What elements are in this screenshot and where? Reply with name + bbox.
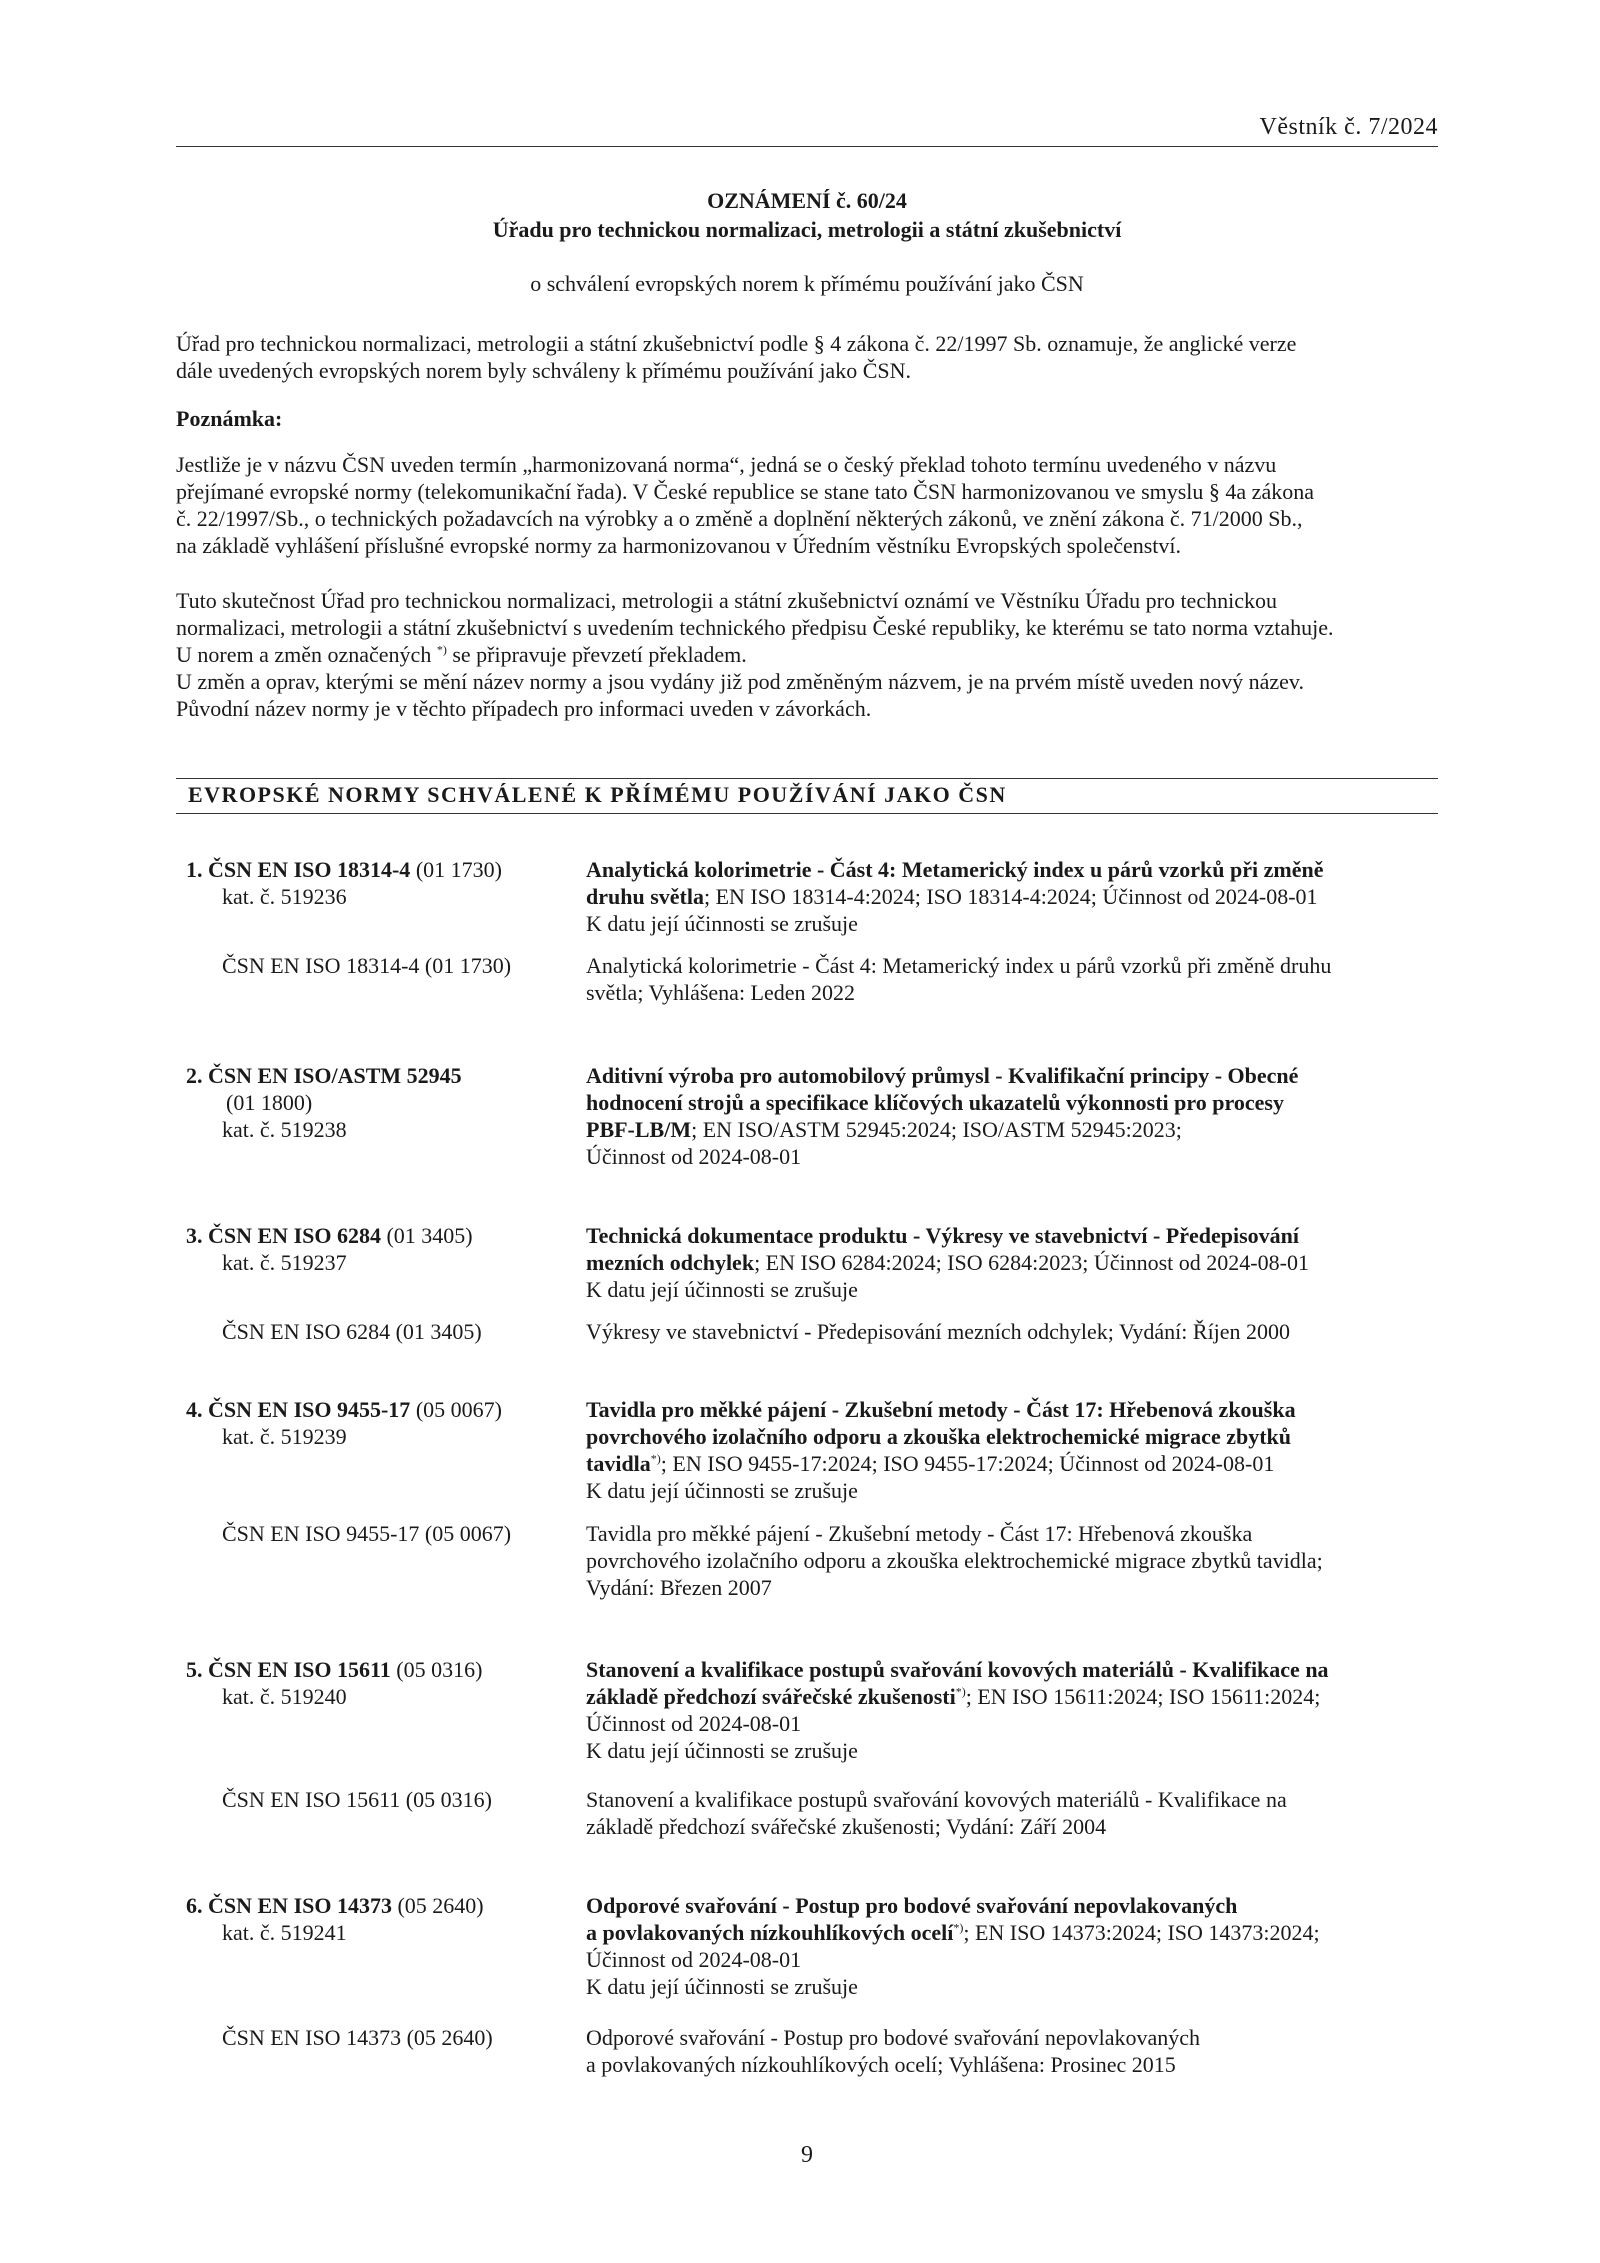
intro-paragraph	[176, 330, 1438, 384]
title-line: Účinnost od 2024-08-01	[586, 1144, 802, 1169]
title-line	[586, 1249, 1438, 1276]
norm-code: 1. ČSN EN ISO 18314-4	[186, 857, 411, 882]
notice-title-block	[176, 186, 1438, 244]
note-label: Poznámka:	[176, 406, 283, 431]
asterisk-marker: *)	[650, 1451, 661, 1466]
notice-office: Úřadu pro technickou normalizaci, metrologii a státní zkušebnictví	[492, 217, 1122, 242]
catalog-number: kat. č. 519239	[222, 1424, 347, 1449]
title-line: povrchového izolačního odporu a zkouška elektrochemické migrace zbytků	[586, 1424, 1292, 1449]
note-line	[176, 641, 1438, 668]
replaced-line: Tavidla pro měkké pájení - Zkušební metody - Část 17: Hřebenová zkouška	[586, 1521, 1253, 1546]
replaced-title	[586, 952, 1438, 1006]
catalog-number: kat. č. 519236	[222, 884, 347, 909]
norm-class: (05 2640)	[391, 1893, 484, 1918]
note-paragraph-2	[176, 587, 1438, 722]
title-line: hodnocení strojů a specifikace klíčových ukazatelů výkonnosti pro procesy	[586, 1090, 1284, 1115]
replaced-code: ČSN EN ISO 6284 (01 3405)	[222, 1319, 482, 1344]
section-rule-bottom	[176, 813, 1438, 814]
title-bold: druhu světla	[586, 884, 704, 909]
replaced-title	[586, 1520, 1438, 1601]
title-rest: ; EN ISO 15611:2024; ISO 15611:2024;	[965, 1684, 1321, 1709]
notice-number: OZNÁMENÍ č. 60/24	[707, 188, 907, 213]
replaced-line: světla; Vyhlášena: Leden 2022	[586, 980, 856, 1005]
title-line: Účinnost od 2024-08-01	[586, 1947, 802, 1972]
replaced-line: Stanovení a kvalifikace postupů svařování kovových materiálů - Kvalifikace na	[586, 1787, 1287, 1812]
norm-class: (01 3405)	[380, 1223, 473, 1248]
title-bold: tavidla	[586, 1451, 651, 1476]
replaced-code: ČSN EN ISO 9455-17 (05 0067)	[222, 1521, 512, 1546]
asterisk-marker: *)	[436, 642, 447, 657]
note-line: Jestliže je v názvu ČSN uveden termín „harmonizovaná norma“, jedná se o český překlad tohoto termínu uvedeného v názvu	[176, 452, 1277, 477]
title-line: K datu její účinnosti se zrušuje	[586, 1974, 858, 1999]
replaced-line: Odporové svařování - Postup pro bodové svařování nepovlakovaných	[586, 2025, 1201, 2050]
norm-code: 4. ČSN EN ISO 9455-17	[186, 1397, 411, 1422]
catalog-number: kat. č. 519238	[222, 1117, 347, 1142]
norm-title	[586, 1396, 1438, 1504]
note-line: Tuto skutečnost Úřad pro technickou normalizaci, metrologii a státní zkušebnictví oznámí ve Věstníku Úřadu pro technickou	[176, 588, 1277, 613]
title-line: Stanovení a kvalifikace postupů svařování kovových materiálů - Kvalifikace na	[586, 1657, 1329, 1682]
replaced-title	[586, 1786, 1438, 1840]
title-line	[586, 1919, 1438, 1946]
replaced-line: Analytická kolorimetrie - Část 4: Metamerický index u párů vzorků při změně druhu	[586, 953, 1332, 978]
title-line: Analytická kolorimetrie - Část 4: Metamerický index u párů vzorků při změně	[586, 857, 1324, 882]
note-line: U změn a oprav, kterými se mění název normy a jsou vydány již pod změněným názvem, je na prvém místě uveden nový název.	[176, 669, 1304, 694]
replaced-line: a povlakovaných nízkouhlíkových ocelí; Vyhlášena: Prosinec 2015	[586, 2052, 1176, 2077]
norm-code: 3. ČSN EN ISO 6284	[186, 1223, 381, 1248]
title-line: K datu její účinnosti se zrušuje	[586, 1478, 858, 1503]
norm-title	[586, 856, 1438, 937]
asterisk-marker: *)	[955, 1684, 966, 1699]
title-rest: ; EN ISO 14373:2024; ISO 14373:2024;	[963, 1920, 1320, 1945]
section-title: EVROPSKÉ NORMY SCHVÁLENÉ K PŘÍMÉMU POUŽÍVÁNÍ JAKO ČSN	[188, 782, 1007, 807]
page-number: 9	[801, 2142, 813, 2168]
norm-id	[186, 1062, 566, 1143]
replaced-line: Výkresy ve stavebnictví - Předepisování mezních odchylek; Vydání: Říjen 2000	[586, 1319, 1291, 1344]
header-divider	[176, 146, 1438, 147]
title-bold: mezních odchylek	[586, 1250, 755, 1275]
title-bold: a povlakovaných nízkouhlíkových ocelí	[586, 1920, 954, 1945]
replaced-line: základě předchozí svářečské zkušenosti; Vydání: Září 2004	[586, 1814, 1107, 1839]
catalog-number: kat. č. 519240	[222, 1684, 347, 1709]
title-rest: ; EN ISO 6284:2024; ISO 6284:2023; Účinnost od 2024-08-01	[754, 1250, 1309, 1275]
norm-class: (01 1800)	[226, 1090, 313, 1115]
norm-id	[186, 1656, 566, 1710]
norm-code: 5. ČSN EN ISO 15611	[186, 1657, 391, 1682]
catalog-number: kat. č. 519241	[222, 1920, 347, 1945]
notice-subject: o schválení evropských norem k přímému používání jako ČSN	[530, 271, 1084, 296]
replaced-title	[586, 2024, 1438, 2078]
title-rest: ; EN ISO 18314-4:2024; ISO 18314-4:2024; Účinnost od 2024-08-01	[703, 884, 1318, 909]
replaced-code: ČSN EN ISO 18314-4 (01 1730)	[222, 953, 512, 978]
title-line	[586, 1683, 1438, 1710]
title-line: Účinnost od 2024-08-01	[586, 1711, 802, 1736]
norm-id	[186, 1396, 566, 1450]
note-line: č. 22/1997/Sb., o technických požadavcích na výrobky a o změně a doplnění některých zákonů, ve znění zákona č. 71/2000 Sb.,	[176, 506, 1303, 531]
note-paragraph-1	[176, 451, 1438, 559]
norm-title	[586, 1892, 1438, 2000]
intro-line: Úřad pro technickou normalizaci, metrologii a státní zkušebnictví podle § 4 zákona č. 22/1997 Sb. oznamuje, že anglické verze	[176, 331, 1297, 356]
replaced-line: povrchového izolačního odporu a zkouška elektrochemické migrace zbytků tavidla;	[586, 1548, 1323, 1573]
norm-class: (05 0316)	[390, 1657, 483, 1682]
norm-class: (01 1730)	[410, 857, 502, 882]
journal-header: Věstník č. 7/2024	[1259, 114, 1438, 140]
title-line: Tavidla pro měkké pájení - Zkušební metody - Část 17: Hřebenová zkouška	[586, 1397, 1296, 1422]
title-line: K datu její účinnosti se zrušuje	[586, 1277, 858, 1302]
title-rest: ; EN ISO/ASTM 52945:2024; ISO/ASTM 52945:2023;	[691, 1117, 1182, 1142]
catalog-number: kat. č. 519237	[222, 1250, 347, 1275]
note-text: U norem a změn označených	[176, 642, 432, 667]
title-line: Odporové svařování - Postup pro bodové svařování nepovlakovaných	[586, 1893, 1238, 1918]
title-line	[586, 883, 1438, 910]
asterisk-marker: *)	[953, 1920, 964, 1935]
replaced-code: ČSN EN ISO 14373 (05 2640)	[222, 2025, 493, 2050]
norm-id	[186, 856, 566, 910]
replaced-title	[586, 1318, 1438, 1345]
note-line: přejímané evropské normy (telekomunikační řada). V České republice se stane tato ČSN harmonizovanou ve smyslu § 4a zákona	[176, 479, 1314, 504]
norm-code: 6. ČSN EN ISO 14373	[186, 1893, 392, 1918]
title-line: K datu její účinnosti se zrušuje	[586, 911, 858, 936]
note-text: se připravuje převzetí překladem.	[446, 642, 747, 667]
title-line: Technická dokumentace produktu - Výkresy ve stavebnictví - Předepisování	[586, 1223, 1300, 1248]
section-rule-top	[176, 778, 1438, 779]
norm-code: 2. ČSN EN ISO/ASTM 52945	[186, 1063, 462, 1088]
norm-title	[586, 1222, 1438, 1303]
norm-title	[586, 1062, 1438, 1170]
replaced-line: Vydání: Březen 2007	[586, 1575, 772, 1600]
note-line: normalizaci, metrologii a státní zkušebnictví s uvedením technického předpisu České republiky, ke kterému se tato norma vztahuje.	[176, 615, 1334, 640]
title-bold: základě předchozí svářečské zkušenosti	[586, 1684, 956, 1709]
title-line: Aditivní výroba pro automobilový průmysl - Kvalifikační principy - Obecné	[586, 1063, 1299, 1088]
norm-class: (05 0067)	[410, 1397, 502, 1422]
title-bold: PBF-LB/M	[586, 1117, 692, 1142]
norm-id	[186, 1892, 566, 1946]
note-line: na základě vyhlášení příslušné evropské normy za harmonizovanou v Úředním věstníku Evropských společenství.	[176, 533, 1182, 558]
intro-line: dále uvedených evropských norem byly schváleny k přímému používání jako ČSN.	[176, 358, 911, 383]
title-line: K datu její účinnosti se zrušuje	[586, 1738, 858, 1763]
title-line	[586, 1450, 1438, 1477]
norm-id	[186, 1222, 566, 1276]
replaced-code: ČSN EN ISO 15611 (05 0316)	[222, 1787, 492, 1812]
title-line	[586, 1116, 1438, 1143]
norm-title	[586, 1656, 1438, 1764]
note-line: Původní název normy je v těchto případech pro informaci uveden v závorkách.	[176, 696, 872, 721]
title-rest: ; EN ISO 9455-17:2024; ISO 9455-17:2024; Účinnost od 2024-08-01	[660, 1451, 1275, 1476]
